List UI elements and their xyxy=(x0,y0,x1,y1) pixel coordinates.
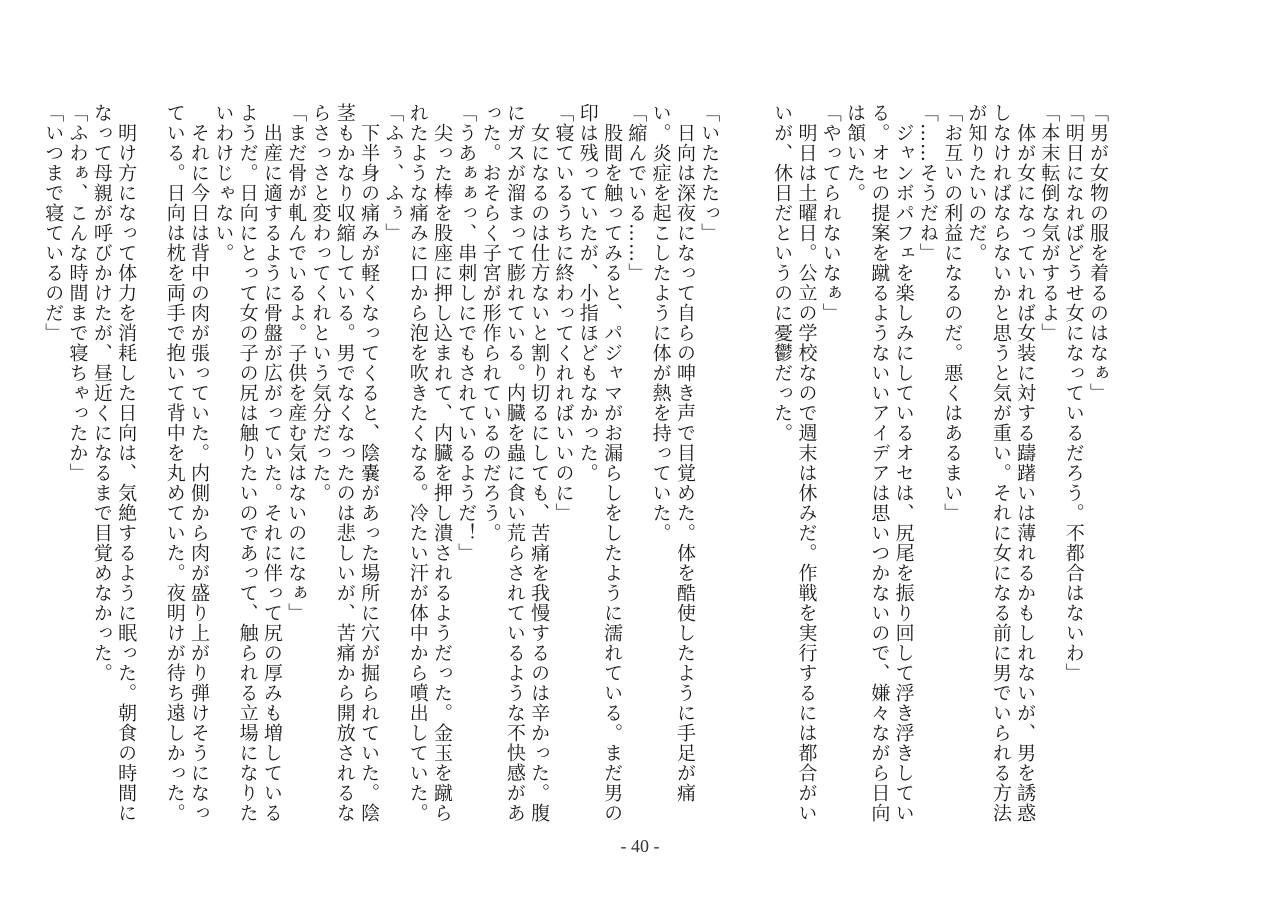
body-text xyxy=(42,103,1110,823)
paragraph: 「縮んでいる……」 xyxy=(625,103,648,283)
blank-line xyxy=(138,103,162,823)
paragraph: 日向は深夜になって自らの呻き声で目覚めた。体を酷使したように手足が痛い。炎症を起こしたように体が熱を持っていた。 xyxy=(649,103,696,803)
paragraph: 「いつまで寝ているのだ」 xyxy=(42,103,65,343)
paragraph: 尖った棒を股座に押し込まれて、内臓を押し潰されるようだった。金玉を蹴られたような痛みに口から泡を吹きたくなる。冷たい汗が体中から噴出していた。 xyxy=(406,103,453,823)
blank-line xyxy=(746,103,770,823)
paragraph: 「本末転倒な気がするよ」 xyxy=(1038,103,1061,343)
paragraph: 体が女になっていれば女装に対する躊躇いは薄れるかもしれないが、男を誘惑しなければならないかと思うと気が重い。それに女になる前に男でいられる方法が知りたいのだ。 xyxy=(965,103,1037,823)
paragraph: それに今日は背中の肉が張っていた。内側から肉が盛り上がり弾けそうになっている。日向は枕を両手で抱いて背中を丸めていた。夜明けが待ち遠しかった。 xyxy=(163,103,211,823)
paragraph: 「男が女物の服を着るのはなぁ」 xyxy=(1087,103,1109,403)
paragraph: 「いたたたっ」 xyxy=(698,103,721,243)
paragraph: 「ふわぁ、こんな時間まで寝ちゃったか」 xyxy=(66,103,89,483)
paragraph: 「……そうだね」 xyxy=(916,103,939,263)
paragraph: 「うあぁぁっ、串刺しにでもされているようだ！」 xyxy=(455,103,478,563)
paragraph: 「まだ骨が軋んでいるよ。子供を産む気はないのになぁ」 xyxy=(285,103,308,623)
paragraph: 「お互いの利益になるのだ。悪くはあるまい」 xyxy=(941,103,964,523)
paragraph: 「ふぅ、ふぅ」 xyxy=(382,103,405,243)
paragraph: 明け方になって体力を消耗した日向は、気絶するように眠った。朝食の時間になって母親が呼びかけたが、昼近くになるまで目覚めなかった。 xyxy=(90,103,138,823)
page-number: - 40 - xyxy=(620,836,660,856)
paragraph: 出産に適するように骨盤が広がっていた。それに伴って尻の厚みも増しているようだ。日向にとって女の子の尻は触りたいのであって、触られる立場になりたいわけじゃない。 xyxy=(212,103,283,823)
paragraph: 下半身の痛みが軽くなってくると、陰嚢があった場所に穴が掘られていた。陰茎もかなり収縮している。男でなくなったのは悲しいが、苦痛から開放されるならさっさと変わってくれという気分だった。 xyxy=(309,103,381,823)
paragraph: 明日は土曜日。公立の学校なので週末は休みだ。作戦を実行するには都合がいいが、休日だというのに憂鬱だった。 xyxy=(771,103,818,823)
paragraph: 「寝ているうちに終わってくれればいいのに」 xyxy=(552,103,575,523)
paragraph: 「明日になればどうせ女になっているだろう。不都合はないわ」 xyxy=(1062,103,1085,683)
paragraph: 股間を触ってみると、パジャマがお漏らしをしたように濡れている。まだ男の印は残っていたが、小指ほどもなかった。 xyxy=(576,103,624,823)
paragraph: ジャンボパフェを楽しみにしているオセは、尻尾を振り回して浮き浮きしている。オセの提案を蹴るようないいアイデアは思いつかないので、嫌々ながら日向は頷いた。 xyxy=(844,103,915,823)
paragraph: 女になるのは仕方ないと割り切るにしても、苦痛を我慢するのは辛かった。腹にガスが溜まって膨れている。内臓を蟲に食い荒らされているような不快感があった。おそらく子宮が形作られているのだろう。 xyxy=(479,103,551,823)
blank-line-extra xyxy=(721,103,745,823)
paragraph: 「やってられないなぁ」 xyxy=(819,103,842,323)
